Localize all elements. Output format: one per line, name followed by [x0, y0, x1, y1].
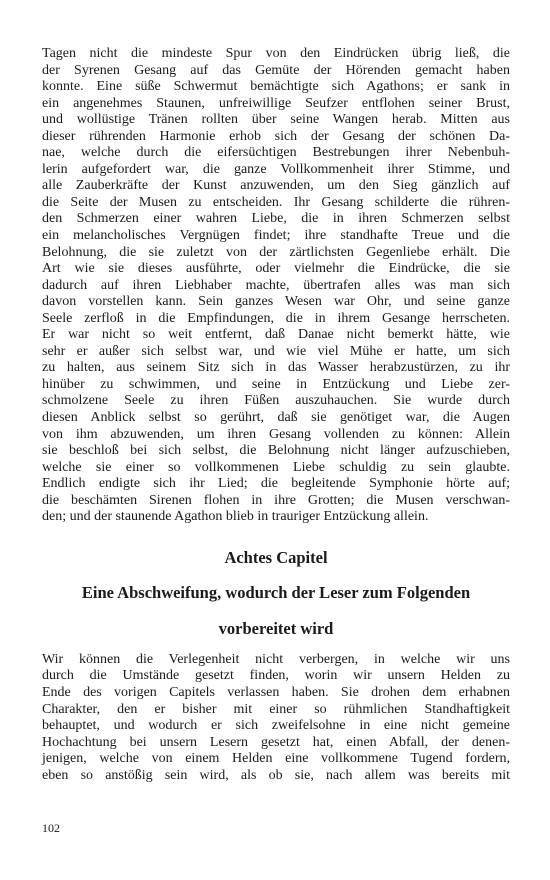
- text-line: Er war nicht so weit entfernt, daß Danae nicht bemerkt hätte, wie: [42, 327, 510, 343]
- page-number: 102: [42, 821, 60, 835]
- text-line: Hochachtung bei unsern Lesern gesetzt hat, einen Abfall, der denen-: [42, 734, 510, 750]
- text-line: lerin aufgefordert war, die ganze Vollkommenheit ihrer Stimme, und: [42, 161, 510, 177]
- text-line: Tagen nicht die mindeste Spur von den Eindrücken übrig ließ, die: [42, 46, 510, 61]
- text-line: konnte. Eine süße Schwermut bemächtigte sich Agathons; er sank in: [42, 79, 510, 95]
- text-line: nae, welche durch die eifersüchtigen Bestrebungen ihrer Nebenbuh-: [42, 145, 510, 161]
- chapter-subtitle-line-2: vorbereitet wird: [218, 618, 334, 638]
- text-line: den Schmerzen einer wahren Liebe, die in ihren Schmerzen selbst: [42, 211, 510, 227]
- text-line: Charakter, den er bisher mit einer so rühmlichen Standhaftigkeit: [42, 701, 510, 717]
- text-line: Art wie sie dieses ausführte, oder vielmehr die Eindrücke, die sie: [42, 261, 510, 277]
- text-line: sie beschloß bei sich selbst, die Belohnung nicht länger aufzuschieben,: [42, 443, 510, 459]
- text-line: welche sie einer so vollkommenen Liebe schuldig zu sein glaubte.: [42, 459, 510, 475]
- text-line: davon vorstellen kann. Sein ganzes Wesen war Ohr, und seine ganze: [42, 294, 510, 310]
- chapter-title: Achtes Capitel: [224, 547, 328, 567]
- paragraph-1: [42, 46, 510, 526]
- text-line: diesen Anblick selbst so gerührt, daß sie genötiget war, die Augen: [42, 410, 510, 426]
- text-line: eben so anstößig sein wird, als ob sie, nach allem was bereits mit: [42, 767, 510, 783]
- text-line: Seele zerfloß in die Empfindungen, die in ihrem Gesange herrscheten.: [42, 310, 510, 326]
- text-line: dadurch auf ihren Liebhaber machte, übertrafen alles was man sich: [42, 277, 510, 293]
- text-line: Wir können die Verlegenheit nicht verbergen, in welche wir uns: [42, 651, 510, 667]
- text-line: von ihm abzuwenden, um ihren Gesang vollenden zu können: Allein: [42, 426, 510, 442]
- text-line: zu halten, aus seinem Sitz sich in das Wasser herabzustürzen, zu ihr: [42, 360, 510, 376]
- text-line: jenigen, welche von einem Helden eine vollkommene Tugend fordern,: [42, 751, 510, 767]
- text-line: dieser rührenden Harmonie erhob sich der Gesang der schönen Da-: [42, 128, 510, 144]
- chapter-subtitle-line-1: Eine Abschweifung, wodurch der Leser zum Folgenden: [81, 582, 471, 602]
- text-line: ein angenehmes Staunen, unfreiwillige Seufzer entflohen seiner Brust,: [42, 95, 510, 111]
- text-line: behauptet, und wodurch er sich zweifelsohne in eine nicht gemeine: [42, 718, 510, 734]
- text-line: und wollüstige Tränen rollten über seine Wangen herab. Mitten aus: [42, 112, 510, 128]
- text-line: sehr er außer sich selbst war, und wie viel Mühe er hatte, um sich: [42, 343, 510, 359]
- text-line: alle Zauberkräfte der Kunst anzuwenden, um den Sieg gänzlich auf: [42, 178, 510, 194]
- text-line: schmolzene Seele zu ihren Füßen auszuhauchen. Sie wurde durch: [42, 393, 510, 409]
- text-line: Belohnung, die sie zuletzt von der zärtlichsten Gegenliebe erhält. Die: [42, 244, 510, 260]
- text-line: Ende des vorigen Capitels verlassen haben. Sie drohen dem erhabnen: [42, 684, 510, 700]
- book-page: [42, 46, 510, 784]
- text-line: hinüber zu schwimmen, und seine in Entzückung und Liebe zer-: [42, 376, 510, 392]
- text-line: durch die Umstände gesetzt finden, worin wir unsern Helden zu: [42, 668, 510, 684]
- paragraph-2: [42, 652, 510, 784]
- text-line: Endlich endigte sich ihr Lied; die begleitende Symphonie hörte auf;: [42, 476, 510, 492]
- text-line: die beschämten Sirenen flohen in ihre Grotten; die Musen verschwan-: [42, 492, 510, 508]
- text-line: der Syrenen Gesang auf das Gemüte der Hörenden gemacht haben: [42, 62, 510, 78]
- text-line: die Seite der Musen zu entscheiden. Ihr Gesang schilderte die rühren-: [42, 194, 510, 210]
- text-line: den; und der staunende Agathon blieb in trauriger Entzückung allein.: [42, 509, 429, 525]
- text-line: ein melancholisches Vergnügen findet; ihre standhafte Treue und die: [42, 228, 510, 244]
